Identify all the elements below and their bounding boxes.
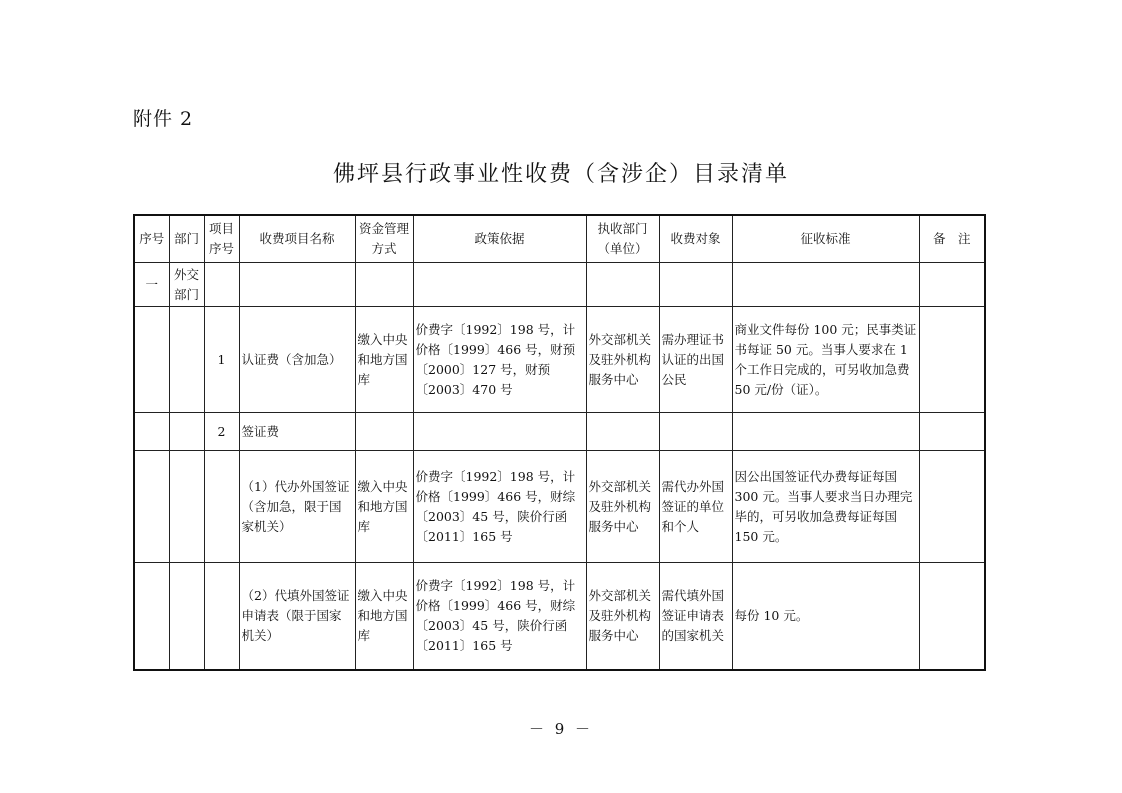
cell-remark <box>919 413 985 451</box>
cell-target: 需代办外国签证的单位和个人 <box>659 451 732 563</box>
cell-item-seq: 2 <box>204 413 239 451</box>
table-header-row <box>134 215 985 263</box>
cell-standard: 商业文件每份 100 元；民事类证书每证 50 元。当事人要求在 1 个工作日完成的，可另收加急费 50 元/份（证）。 <box>732 307 919 413</box>
header-policy: 政策依据 <box>413 215 586 263</box>
cell-policy: 价费字〔1992〕198 号，计价格〔1999〕466 号，财预〔2000〕127 号，财预〔2003〕470 号 <box>413 307 586 413</box>
cell-standard <box>732 413 919 451</box>
document-title: 佛坪县行政事业性收费（含涉企）目录清单 <box>332 162 789 187</box>
cell-collector: 外交部机关及驻外机构服务中心 <box>586 451 659 563</box>
cell-item-seq <box>204 563 239 670</box>
header-item-seq: 项目序号 <box>204 215 239 263</box>
header-remark: 备 注 <box>919 215 985 263</box>
header-seq: 序号 <box>134 215 169 263</box>
header-collector: 执收部门（单位） <box>586 215 659 263</box>
table-row <box>134 263 985 307</box>
fee-catalog-table <box>133 214 986 671</box>
page-number: － 9 － <box>528 720 594 738</box>
cell-remark <box>919 307 985 413</box>
cell-fund-mgmt: 缴入中央和地方国库 <box>355 451 413 563</box>
cell-item-seq <box>204 451 239 563</box>
attachment-label: 附件 2 <box>133 108 194 130</box>
cell-fund-mgmt <box>355 413 413 451</box>
table-row <box>134 563 985 670</box>
cell-fund-mgmt <box>355 263 413 307</box>
cell-standard: 因公出国签证代办费每证每国 300 元。当事人要求当日办理完毕的，可另收加急费每证每国 150 元。 <box>732 451 919 563</box>
table-row <box>134 307 985 413</box>
cell-remark <box>919 263 985 307</box>
cell-seq: 一 <box>134 263 169 307</box>
cell-policy <box>413 413 586 451</box>
cell-standard <box>732 263 919 307</box>
cell-seq <box>134 451 169 563</box>
cell-item-name <box>239 263 355 307</box>
cell-item-name: （1）代办外国签证（含加急，限于国家机关） <box>239 451 355 563</box>
cell-target <box>659 413 732 451</box>
cell-fund-mgmt: 缴入中央和地方国库 <box>355 563 413 670</box>
cell-item-name: 签证费 <box>239 413 355 451</box>
cell-seq <box>134 307 169 413</box>
cell-policy: 价费字〔1992〕198 号，计价格〔1999〕466 号，财综〔2003〕45 号，陕价行函〔2011〕165 号 <box>413 563 586 670</box>
header-target: 收费对象 <box>659 215 732 263</box>
cell-dept <box>169 307 204 413</box>
cell-remark <box>919 451 985 563</box>
header-dept: 部门 <box>169 215 204 263</box>
cell-collector: 外交部机关及驻外机构服务中心 <box>586 307 659 413</box>
cell-collector <box>586 413 659 451</box>
header-fund-mgmt: 资金管理方式 <box>355 215 413 263</box>
cell-remark <box>919 563 985 670</box>
cell-dept <box>169 563 204 670</box>
cell-policy: 价费字〔1992〕198 号，计价格〔1999〕466 号，财综〔2003〕45 号，陕价行函〔2011〕165 号 <box>413 451 586 563</box>
header-item-name: 收费项目名称 <box>239 215 355 263</box>
cell-seq <box>134 413 169 451</box>
cell-item-name: （2）代填外国签证申请表（限于国家机关） <box>239 563 355 670</box>
cell-target: 需代填外国签证申请表的国家机关 <box>659 563 732 670</box>
cell-item-seq: 1 <box>204 307 239 413</box>
cell-dept: 外交部门 <box>169 263 204 307</box>
cell-standard: 每份 10 元。 <box>732 563 919 670</box>
cell-policy <box>413 263 586 307</box>
table-row <box>134 413 985 451</box>
cell-fund-mgmt: 缴入中央和地方国库 <box>355 307 413 413</box>
cell-item-name: 认证费（含加急） <box>239 307 355 413</box>
cell-collector: 外交部机关及驻外机构服务中心 <box>586 563 659 670</box>
cell-item-seq <box>204 263 239 307</box>
cell-collector <box>586 263 659 307</box>
cell-target <box>659 263 732 307</box>
cell-seq <box>134 563 169 670</box>
cell-dept <box>169 413 204 451</box>
cell-dept <box>169 451 204 563</box>
header-standard: 征收标准 <box>732 215 919 263</box>
table-row <box>134 451 985 563</box>
cell-target: 需办理证书认证的出国公民 <box>659 307 732 413</box>
